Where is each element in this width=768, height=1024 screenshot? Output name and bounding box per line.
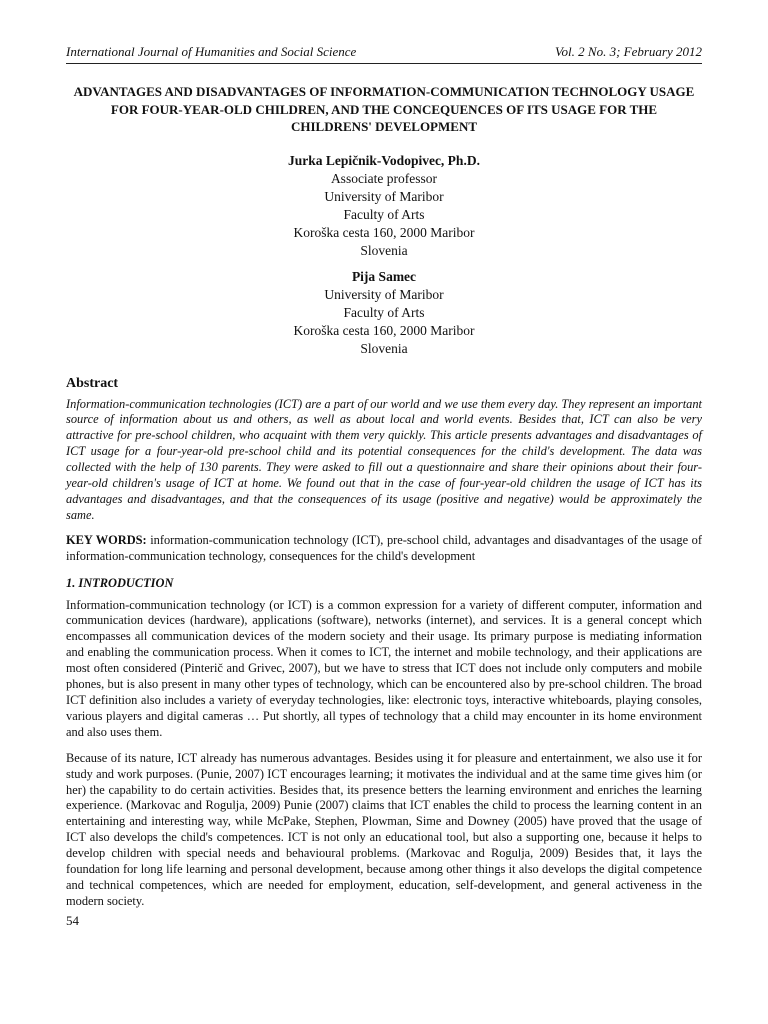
running-header	[66, 44, 702, 64]
author-faculty: Faculty of Arts	[343, 304, 425, 320]
keywords-text: information-communication technology (ICT), pre-school child, advantages and disadvantages of the usage of information-communication technology, consequences for the child's development	[66, 532, 702, 563]
issue-info: Vol. 2 No. 3; February 2012	[555, 44, 702, 59]
page-number: 54	[66, 912, 79, 928]
author-faculty: Faculty of Arts	[343, 206, 425, 222]
journal-name: International Journal of Humanities and Social Science	[66, 44, 357, 59]
body-paragraph: Information-communication technology (or ICT) is a common expression for a variety of different computer, information and communication devices (hardware), applications (software), networks (internet), and services. It is a general concept which encompasses all communication devices of the modern society and their usage. Its primary purpose is mediating information and enabling the communication process. When it comes to ICT, the internet and mobile technology, and their applications are most often considered (Pinterič and Grivec, 2007), but we have to stress that ICT does not include only computers and mobile phones, but is also present in many other types of technology, which can be encountered also by pre-school children. The broad ICT definition also includes a variety of everyday technologies, like: electronic toys, interactive whiteboards, playing consoles, various players and digital cameras … Put shortly, all types of technology that a child may encounter in its home environment and also uses them.	[66, 597, 702, 739]
abstract-text: Information-communication technologies (ICT) are a part of our world and we use them every day. They represent an important source of information about us and others, as well as about local and world events. Besides that, ICT can also be very attractive for pre-school children, who acquaint with them very quickly. This article presents advantages and disadvantages of ICT usage for a four-year-old pre-school child and its potential consequences for the child's development. The data was collected with the help of 130 parents. They were asked to fill out a questionnaire and share their opinions about their four-year-old children's usage of ICT at home. We found out that in the case of four-year-old children the usage of ICT has its advantages and disadvantages, and that the consequences of its usage (positive and negative) would be approximately the same.	[66, 396, 702, 522]
author-name: Pija Samec	[351, 268, 417, 284]
abstract-heading: Abstract	[66, 375, 119, 391]
author-position: Associate professor	[330, 170, 438, 186]
section-heading: 1. INTRODUCTION	[66, 575, 174, 590]
keywords-label: KEY WORDS:	[66, 532, 147, 547]
author-name: Jurka Lepičnik-Vodopivec, Ph.D.	[288, 152, 480, 168]
author-university: University of Maribor	[324, 286, 444, 302]
page	[66, 44, 702, 929]
paper-title: ADVANTAGES AND DISADVANTAGES OF INFORMATION-COMMUNICATION TECHNOLOGY USAGE FOR FOUR-YEAR-OLD CHILDREN, AND THE CONCEQUENCES OF ITS USAGE FOR THE CHILDRENS' DEVELOPMENT	[73, 84, 695, 134]
author-university: University of Maribor	[324, 188, 444, 204]
author-country: Slovenia	[360, 340, 408, 356]
author-block-1	[66, 152, 702, 260]
author-block-2	[66, 268, 702, 358]
author-country: Slovenia	[360, 242, 408, 258]
keywords	[66, 533, 702, 565]
author-address: Koroška cesta 160, 2000 Maribor	[293, 322, 475, 338]
author-address: Koroška cesta 160, 2000 Maribor	[293, 224, 475, 240]
body-paragraph: Because of its nature, ICT already has numerous advantages. Besides using it for pleasure and entertainment, we also use it for study and work purposes. (Punie, 2007) ICT encourages learning; it motivates the individual and at the same time gives him (or her) the capability to do certain activities. Besides that, its presence betters the learning environment and enriches the learning experience. (Markovac and Rogulja, 2009) Punie (2007) claims that ICT enables the child to process the learning content in an entertaining and interesting way, while McPake, Stephen, Plowman, Sime and Downey (2005) have proved that the usage of ICT also develops the child's competences. ICT is not only an educational tool, but also a supporting one, because it helps to develop children with special needs and behavioural problems. (Markovac and Rogulja, 2009) Besides that, it lays the foundation for long life learning and personal development, because among other things it also develops the digital competence and technical competences, which are needed for employment, education, self-development, and general activeness in the modern society.	[66, 750, 702, 908]
